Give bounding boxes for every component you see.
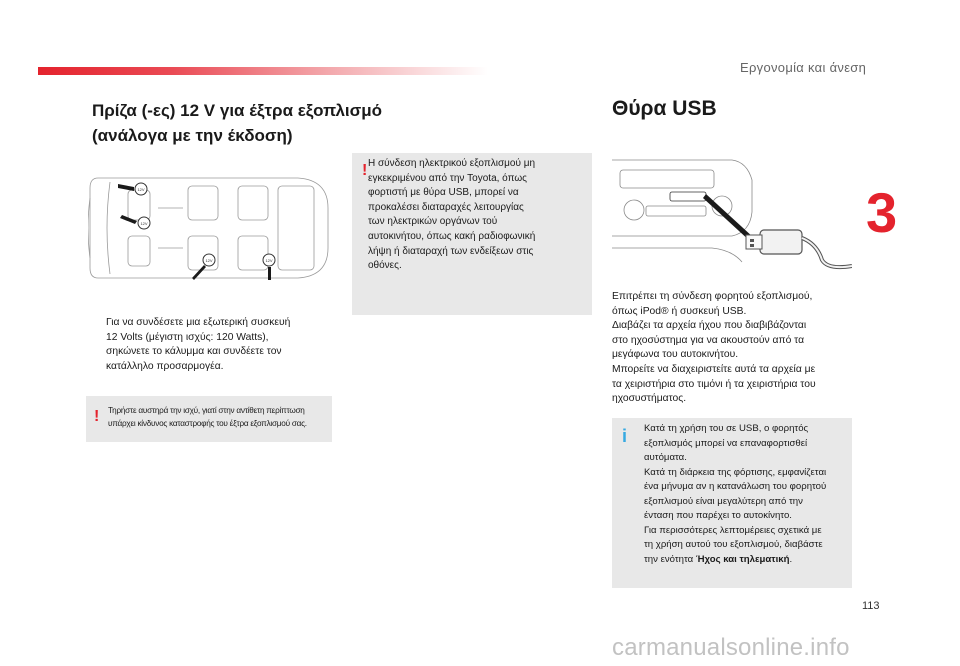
electrical-warning-line: εγκεκριμένου από την Toyota, όπως — [368, 172, 527, 184]
usb-description-line: στο ηχοσύστημα για να ακουστούν από τα — [612, 334, 805, 346]
electrical-warning-line: των ηλεκτρικών οργάνων τού — [368, 216, 498, 228]
usb-info-line: ένταση που παρέχει το αυτοκίνητο. — [644, 510, 792, 521]
usb-info-last-prefix: την ενότητα — [644, 553, 696, 565]
usb-description-line: ηχοσυστήματος. — [612, 393, 687, 405]
warning-icon: ! — [362, 162, 368, 179]
usb-info-box — [612, 418, 852, 588]
usb-description-line: Μπορείτε να διαχειριστείτε αυτά τα αρχεία με — [612, 363, 816, 375]
electrical-warning-box — [352, 153, 592, 315]
usb-info-line: εξοπλισμού είναι μεγαλύτερη από την — [644, 495, 803, 507]
socket-heading-line-2: (ανάλογα με την έκδοση) — [92, 126, 293, 145]
control-knob-left — [624, 200, 644, 220]
info-icon: i — [622, 426, 628, 446]
socket-instruction-line: σηκώνετε το κάλυμμα και συνδέετε τον — [106, 346, 282, 358]
socket-heading — [92, 98, 383, 148]
socket-label-rear-right: 12V — [265, 258, 273, 263]
power-warning-line: Τηρήστε αυστηρά την ισχύ, γιατί στην αντίθετη περίπτωση — [108, 406, 305, 415]
usb-info-text — [644, 422, 826, 567]
usb-description-line: μεγάφωνα του αυτοκινήτου. — [612, 349, 739, 361]
usb-info-last-suffix: . — [789, 553, 793, 565]
socket-instructions-text — [106, 316, 290, 374]
arrow-front — [118, 184, 134, 191]
page-number: 113 — [862, 600, 880, 612]
socket-markers — [135, 183, 275, 266]
electrical-warning-line: προκαλέσει διαταραχές λειτουργίας — [368, 201, 524, 213]
socket-instruction-line: 12 Volts (μέγιστη ισχύς: 120 Watts), — [106, 331, 269, 343]
seat-row-3-right — [238, 236, 268, 270]
usb-info-line: ένα μήνυμα αν η κατανάλωση του φορητού — [644, 481, 827, 492]
audio-telematics-reference[interactable]: Ήχος και τηλεματική — [695, 553, 790, 565]
usb-info-line: αυτόματα. — [644, 452, 687, 463]
warning-icon: ! — [94, 408, 100, 425]
vehicle-interior-illustration — [88, 168, 334, 288]
seat-row-4 — [278, 186, 314, 270]
socket-instruction-line: κατάλληλο προσαρμογέα. — [106, 360, 224, 372]
electrical-warning-line: Η σύνδεση ηλεκτρικού εξοπλισμού μη — [368, 158, 536, 169]
usb-info-line: εξοπλισμός μπορεί να επαναφορτισθεί — [644, 437, 808, 449]
usb-info-line: Κατά τη χρήση του σε USB, ο φορητός — [644, 423, 809, 434]
socket-heading-line-1: Πρίζα (-ες) 12 V για έξτρα εξοπλισμό — [92, 101, 383, 120]
electrical-warning-line: λήψη ή διαταραχή των ενδείξεων στις — [368, 245, 534, 257]
electrical-warning-text — [368, 157, 535, 274]
usb-port-illustration — [612, 152, 852, 276]
seat-row-2-left — [188, 186, 218, 220]
dashboard-curve — [107, 182, 110, 274]
chapter-number: 3 — [866, 181, 898, 244]
section-label: Εργονομία και άνεση — [740, 60, 867, 75]
console-button-row — [646, 206, 706, 216]
usb-port-slot — [670, 192, 706, 201]
power-warning-line: υπάρχει κίνδυνος καταστροφής του έξτρα εξοπλισμού σας. — [108, 419, 307, 428]
electrical-warning-line: οθόνες. — [368, 260, 402, 272]
usb-cable-plug-icon — [746, 230, 852, 267]
usb-description-line: όπως iPod® ή συσκευή USB. — [612, 305, 747, 317]
socket-label-rear-left: 12V — [205, 258, 213, 263]
power-warning-text — [108, 404, 307, 430]
usb-info-line: Για περισσότερες λεπτομέρειες σχετικά με — [644, 524, 822, 536]
console-panel-outline — [612, 160, 752, 236]
arrow-console — [120, 215, 137, 224]
usb-description-line: Διαβάζει τα αρχεία ήχου που διαβιβάζονται — [612, 320, 807, 332]
usb-info-line: τη χρήση αυτού του εξοπλισμού, διαβάστε — [644, 539, 823, 550]
seat-row-1-right — [128, 236, 150, 266]
socket-instruction-line: Για να συνδέσετε μια εξωτερική συσκευή — [106, 317, 291, 328]
header-accent-bar — [38, 67, 488, 75]
electrical-warning-line: φορτιστή με θύρα USB, μπορεί να — [368, 187, 519, 199]
footer-watermark: carmanualsonline.info — [612, 634, 850, 661]
electrical-warning-line: αυτοκινήτου, όπως κακή ραδιοφωνική — [368, 230, 536, 242]
socket-label-console: 12V — [140, 221, 148, 226]
usb-heading: Θύρα USB — [612, 97, 717, 120]
console-lower-edge — [612, 248, 742, 262]
console-slot-upper — [620, 170, 714, 188]
usb-description — [612, 290, 816, 407]
power-warning-box — [86, 396, 332, 442]
arrow-rear-right — [268, 267, 271, 280]
usb-description-line: Επιτρέπει τη σύνδεση φορητού εξοπλισμού, — [612, 291, 813, 302]
seat-row-3-left — [238, 186, 268, 220]
usb-info-last-line — [644, 553, 826, 568]
seat-row-2-right — [188, 236, 218, 270]
usb-info-line: Κατά τη διάρκεια της φόρτισης, εμφανίζεται — [644, 466, 827, 478]
socket-label-front: 12V — [137, 187, 145, 192]
usb-description-line: τα χειριστήρια στο τιμόνι ή τα χειριστήρια του — [612, 378, 816, 390]
